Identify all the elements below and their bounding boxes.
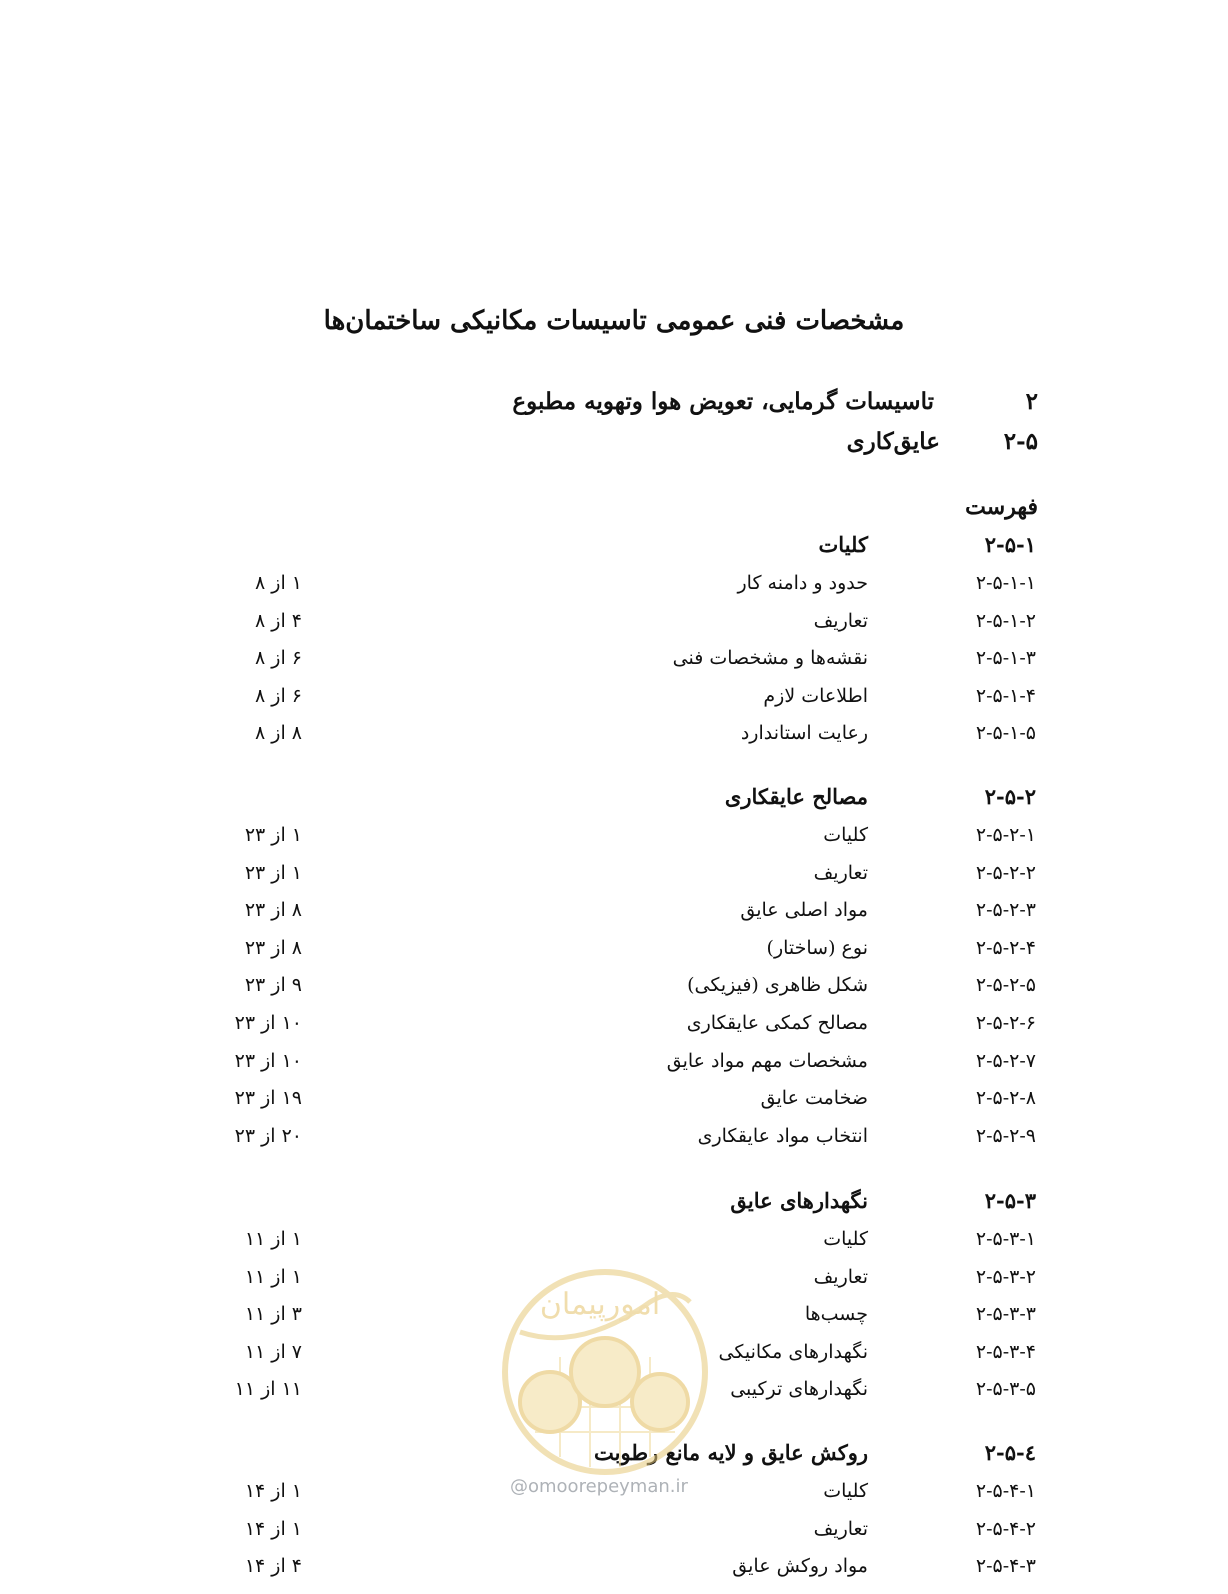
watermark-url: @omoorepeyman.ir xyxy=(510,1476,688,1497)
entry-page-ref: ۷ از ۱۱ xyxy=(244,1340,302,1363)
entry-code: ۲-۵-۴-۳ xyxy=(975,1555,1036,1578)
entry-page-ref: ۶ از ۸ xyxy=(255,684,302,707)
entry-code: ۲-۵-۳-۳ xyxy=(975,1303,1036,1326)
toc-entry xyxy=(0,1012,1228,1046)
entry-page-ref: ۱۱ از ۱۱ xyxy=(234,1378,302,1401)
entry-title: انتخاب مواد عایقکاری xyxy=(697,1124,868,1147)
section-code: ۲-۵-۳ xyxy=(984,1188,1036,1213)
entry-page-ref: ۱۹ از ۲۳ xyxy=(234,1087,302,1110)
toc-entry xyxy=(0,647,1228,681)
entry-page-ref: ۱ از ۸ xyxy=(255,572,302,594)
entry-title: رعایت استاندارد xyxy=(740,722,868,745)
entry-code: ۲-۵-۲-۱ xyxy=(975,824,1036,846)
toc-entry xyxy=(0,1518,1228,1552)
entry-title: کلیات xyxy=(823,1228,868,1250)
entry-title: مواد روکش عایق xyxy=(732,1555,868,1578)
entry-title: شکل ظاهری (فیزیکی) xyxy=(687,974,868,997)
entry-code: ۲-۵-۱-۴ xyxy=(975,684,1036,707)
toc-entry xyxy=(0,824,1228,858)
toc-entry xyxy=(0,862,1228,896)
entry-code: ۲-۵-۲-۳ xyxy=(975,899,1036,922)
entry-code: ۲-۵-۲-۲ xyxy=(975,861,1036,884)
entry-title: نقشه‌ها و مشخصات فنی xyxy=(672,647,868,670)
entry-page-ref: ۱ از ۱۴ xyxy=(244,1517,302,1540)
entry-code: ۲-۵-۱-۳ xyxy=(975,647,1036,670)
entry-title: کلیات xyxy=(823,1480,868,1502)
toc-entry xyxy=(0,1555,1228,1589)
entry-title: مشخصات مهم مواد عایق xyxy=(666,1049,868,1072)
entry-code: ۲-۵-۴-۲ xyxy=(975,1517,1036,1540)
chapter-code: ۲ xyxy=(1025,388,1038,415)
entry-page-ref: ۴ از ۸ xyxy=(255,609,302,632)
entry-code: ۲-۵-۴-۱ xyxy=(975,1480,1036,1502)
entry-page-ref: ۱ از ۱۱ xyxy=(244,1265,302,1288)
toc-entry xyxy=(0,1125,1228,1159)
entry-code: ۲-۵-۱-۱ xyxy=(975,572,1036,594)
entry-code: ۲-۵-۱-۲ xyxy=(975,609,1036,632)
entry-page-ref: ۶ از ۸ xyxy=(255,647,302,670)
toc-heading: فهرست xyxy=(965,494,1038,520)
entry-code: ۲-۵-۱-۵ xyxy=(975,722,1036,745)
entry-code: ۲-۵-۲-۵ xyxy=(975,974,1036,997)
toc-entry xyxy=(0,937,1228,971)
entry-page-ref: ۸ از ۲۳ xyxy=(244,936,302,959)
document-title: مشخصات فنی عمومی تاسیسات مکانیکی ساختمان‌ها xyxy=(323,306,905,336)
entry-code: ۲-۵-۳-۵ xyxy=(975,1378,1036,1401)
entry-title: ضخامت عایق xyxy=(760,1087,868,1110)
toc-entry xyxy=(0,1087,1228,1121)
entry-title: تعاریف xyxy=(813,1517,868,1540)
watermark-logo-icon xyxy=(500,1262,710,1512)
entry-title: چسب‌ها xyxy=(804,1303,868,1326)
entry-title: مواد اصلی عایق xyxy=(740,899,868,922)
entry-code: ۲-۵-۳-۱ xyxy=(975,1228,1036,1250)
entry-page-ref: ۳ از ۱۱ xyxy=(244,1303,302,1326)
toc-entry xyxy=(0,610,1228,644)
entry-code: ۲-۵-۲-۹ xyxy=(975,1124,1036,1147)
entry-title: تعاریف xyxy=(813,1265,868,1288)
entry-title: نگهدارهای مکانیکی xyxy=(718,1340,868,1363)
chapter-title: تاسیسات گرمایی، تعویض هوا وتهویه مطبوع xyxy=(512,388,934,415)
toc-section-heading xyxy=(0,532,1228,568)
toc-entry xyxy=(0,1228,1228,1262)
toc-section-heading xyxy=(0,1188,1228,1224)
section-title: مصالح عایقکاری xyxy=(724,784,868,809)
entry-page-ref: ۹ از ۲۳ xyxy=(244,974,302,997)
toc-entry xyxy=(0,572,1228,606)
entry-page-ref: ۱ از ۱۱ xyxy=(244,1228,302,1250)
toc-entry xyxy=(0,722,1228,756)
entry-title: کلیات xyxy=(823,824,868,846)
toc-entry xyxy=(0,899,1228,933)
entry-page-ref: ۱ از ۱۴ xyxy=(244,1480,302,1502)
entry-page-ref: ۸ از ۲۳ xyxy=(244,899,302,922)
entry-code: ۲-۵-۲-۷ xyxy=(975,1049,1036,1072)
section-code: ۲-۵-۲ xyxy=(984,784,1036,809)
watermark-logo-text: امورپیمان xyxy=(539,1287,661,1322)
entry-page-ref: ۱۰ از ۲۳ xyxy=(234,1012,302,1034)
section-title: نگهدارهای عایق xyxy=(730,1188,868,1213)
entry-code: ۲-۵-۲-۶ xyxy=(975,1012,1036,1034)
entry-page-ref: ۱۰ از ۲۳ xyxy=(234,1049,302,1072)
entry-title: اطلاعات لازم xyxy=(763,684,868,707)
section-code: ۲-۵-۱ xyxy=(984,532,1036,557)
section-code: ۲-۵-٤ xyxy=(984,1440,1036,1465)
section-title: روکش عایق و لایه مانع رطوبت xyxy=(594,1440,868,1465)
entry-page-ref: ۴ از ۱۴ xyxy=(244,1555,302,1578)
entry-title: تعاریف xyxy=(813,861,868,884)
entry-page-ref: ۱ از ۲۳ xyxy=(244,861,302,884)
entry-title: نگهدارهای ترکیبی xyxy=(730,1378,868,1401)
toc-section-heading xyxy=(0,784,1228,820)
subchapter-code: ۲-۵ xyxy=(1003,428,1038,455)
entry-page-ref: ۸ از ۸ xyxy=(255,722,302,745)
toc-entry xyxy=(0,1050,1228,1084)
entry-code: ۲-۵-۲-۸ xyxy=(975,1087,1036,1110)
entry-page-ref: ۱ از ۲۳ xyxy=(244,824,302,846)
section-title: کلیات xyxy=(818,532,868,557)
entry-title: نوع (ساختار) xyxy=(766,936,868,959)
toc-entry xyxy=(0,685,1228,719)
entry-title: تعاریف xyxy=(813,609,868,632)
entry-title: حدود و دامنه کار xyxy=(737,572,868,594)
entry-code: ۲-۵-۲-۴ xyxy=(975,936,1036,959)
entry-page-ref: ۲۰ از ۲۳ xyxy=(234,1124,302,1147)
subchapter-title: عایق‌کاری xyxy=(846,428,940,455)
entry-code: ۲-۵-۳-۲ xyxy=(975,1265,1036,1288)
entry-code: ۲-۵-۳-۴ xyxy=(975,1340,1036,1363)
toc-entry xyxy=(0,974,1228,1008)
entry-title: مصالح کمکی عایقکاری xyxy=(686,1012,868,1034)
